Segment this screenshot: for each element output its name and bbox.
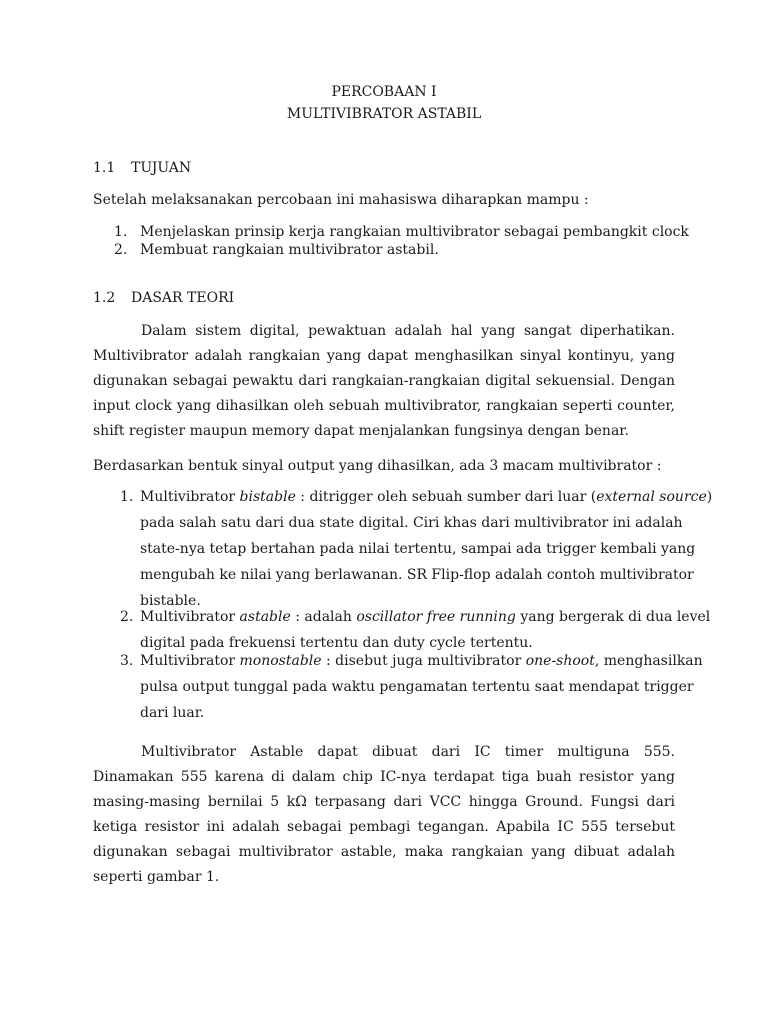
type-1-line-1: Multivibrator bistable : ditrigger oleh sebuah sumber dari luar (external source) <box>140 489 713 505</box>
type-2-line-2: digital pada frekuensi tertentu dan duty cycle tertentu. <box>140 635 533 651</box>
section2-heading: DASAR TEORI <box>131 290 235 306</box>
doc-title-line2: MULTIVIBRATOR ASTABIL <box>286 106 482 122</box>
type-1-line-2: pada salah satu dari dua state digital. Ciri khas dari multivibrator ini adalah <box>140 515 683 531</box>
objective-2-text: Membuat rangkaian multivibrator astabil. <box>140 242 439 258</box>
type-2-number: 2. <box>120 609 134 625</box>
section1-heading: TUJUAN <box>131 160 192 176</box>
type-1-line-4: mengubah ke nilai yang berlawanan. SR Flip-flop adalah contoh multivibrator <box>140 567 694 583</box>
type-3-line-1: Multivibrator monostable : disebut juga multivibrator one-shoot, menghasilkan <box>140 653 703 669</box>
objective-1-number: 1. <box>114 224 128 240</box>
objective-2-number: 2. <box>114 242 128 258</box>
theory-paragraph-2: Berdasarkan bentuk sinyal output yang dihasilkan, ada 3 macam multivibrator : <box>93 458 662 474</box>
type-1-line-5: bistable. <box>140 593 201 609</box>
theory-paragraph-1: Dalam sistem digital, pewaktuan adalah hal yang sangat diperhatikan. Multivibrator adalah rangkaian yang dapat menghasilkan sinyal kontinyu, yang digunakan sebagai pewaktu dari rangkaian-rangkaian digital sekuensial. Dengan input clock yang dihasilkan oleh sebuah multivibrator, rangkaian seperti counter, shift register maupun memory dapat menjalankan fungsinya dengan benar. <box>93 323 675 439</box>
type-3-line-2: pulsa output tunggal pada waktu pengamatan tertentu saat mendapat trigger <box>140 679 694 695</box>
type-3-line-3: dari luar. <box>140 705 205 721</box>
type-3-number: 3. <box>120 653 134 669</box>
objective-1-text: Menjelaskan prinsip kerja rangkaian multivibrator sebagai pembangkit clock <box>140 224 689 240</box>
doc-title-line1: PERCOBAAN I <box>331 84 437 100</box>
type-2-line-1: Multivibrator astable : adalah oscillator free running yang bergerak di dua level <box>140 609 711 625</box>
section1-number: 1.1 <box>93 160 116 176</box>
theory-paragraph-3: Multivibrator Astable dapat dibuat dari IC timer multiguna 555. Dinamakan 555 karena di dalam chip IC-nya terdapat tiga buah resistor yang masing-masing bernilai 5 kΩ terpasang dari VCC hingga Ground. Fungsi dari ketiga resistor ini adalah sebagai pembagi tegangan. Apabila IC 555 tersebut digunakan sebagai multivibrator astable, maka rangkaian yang dibuat adalah seperti gambar 1. <box>93 744 675 885</box>
section1-intro: Setelah melaksanakan percobaan ini mahasiswa diharapkan mampu : <box>93 192 589 208</box>
type-1-number: 1. <box>120 489 134 505</box>
section2-number: 1.2 <box>93 290 116 306</box>
type-1-line-3: state-nya tetap bertahan pada nilai tertentu, sampai ada trigger kembali yang <box>140 541 696 557</box>
